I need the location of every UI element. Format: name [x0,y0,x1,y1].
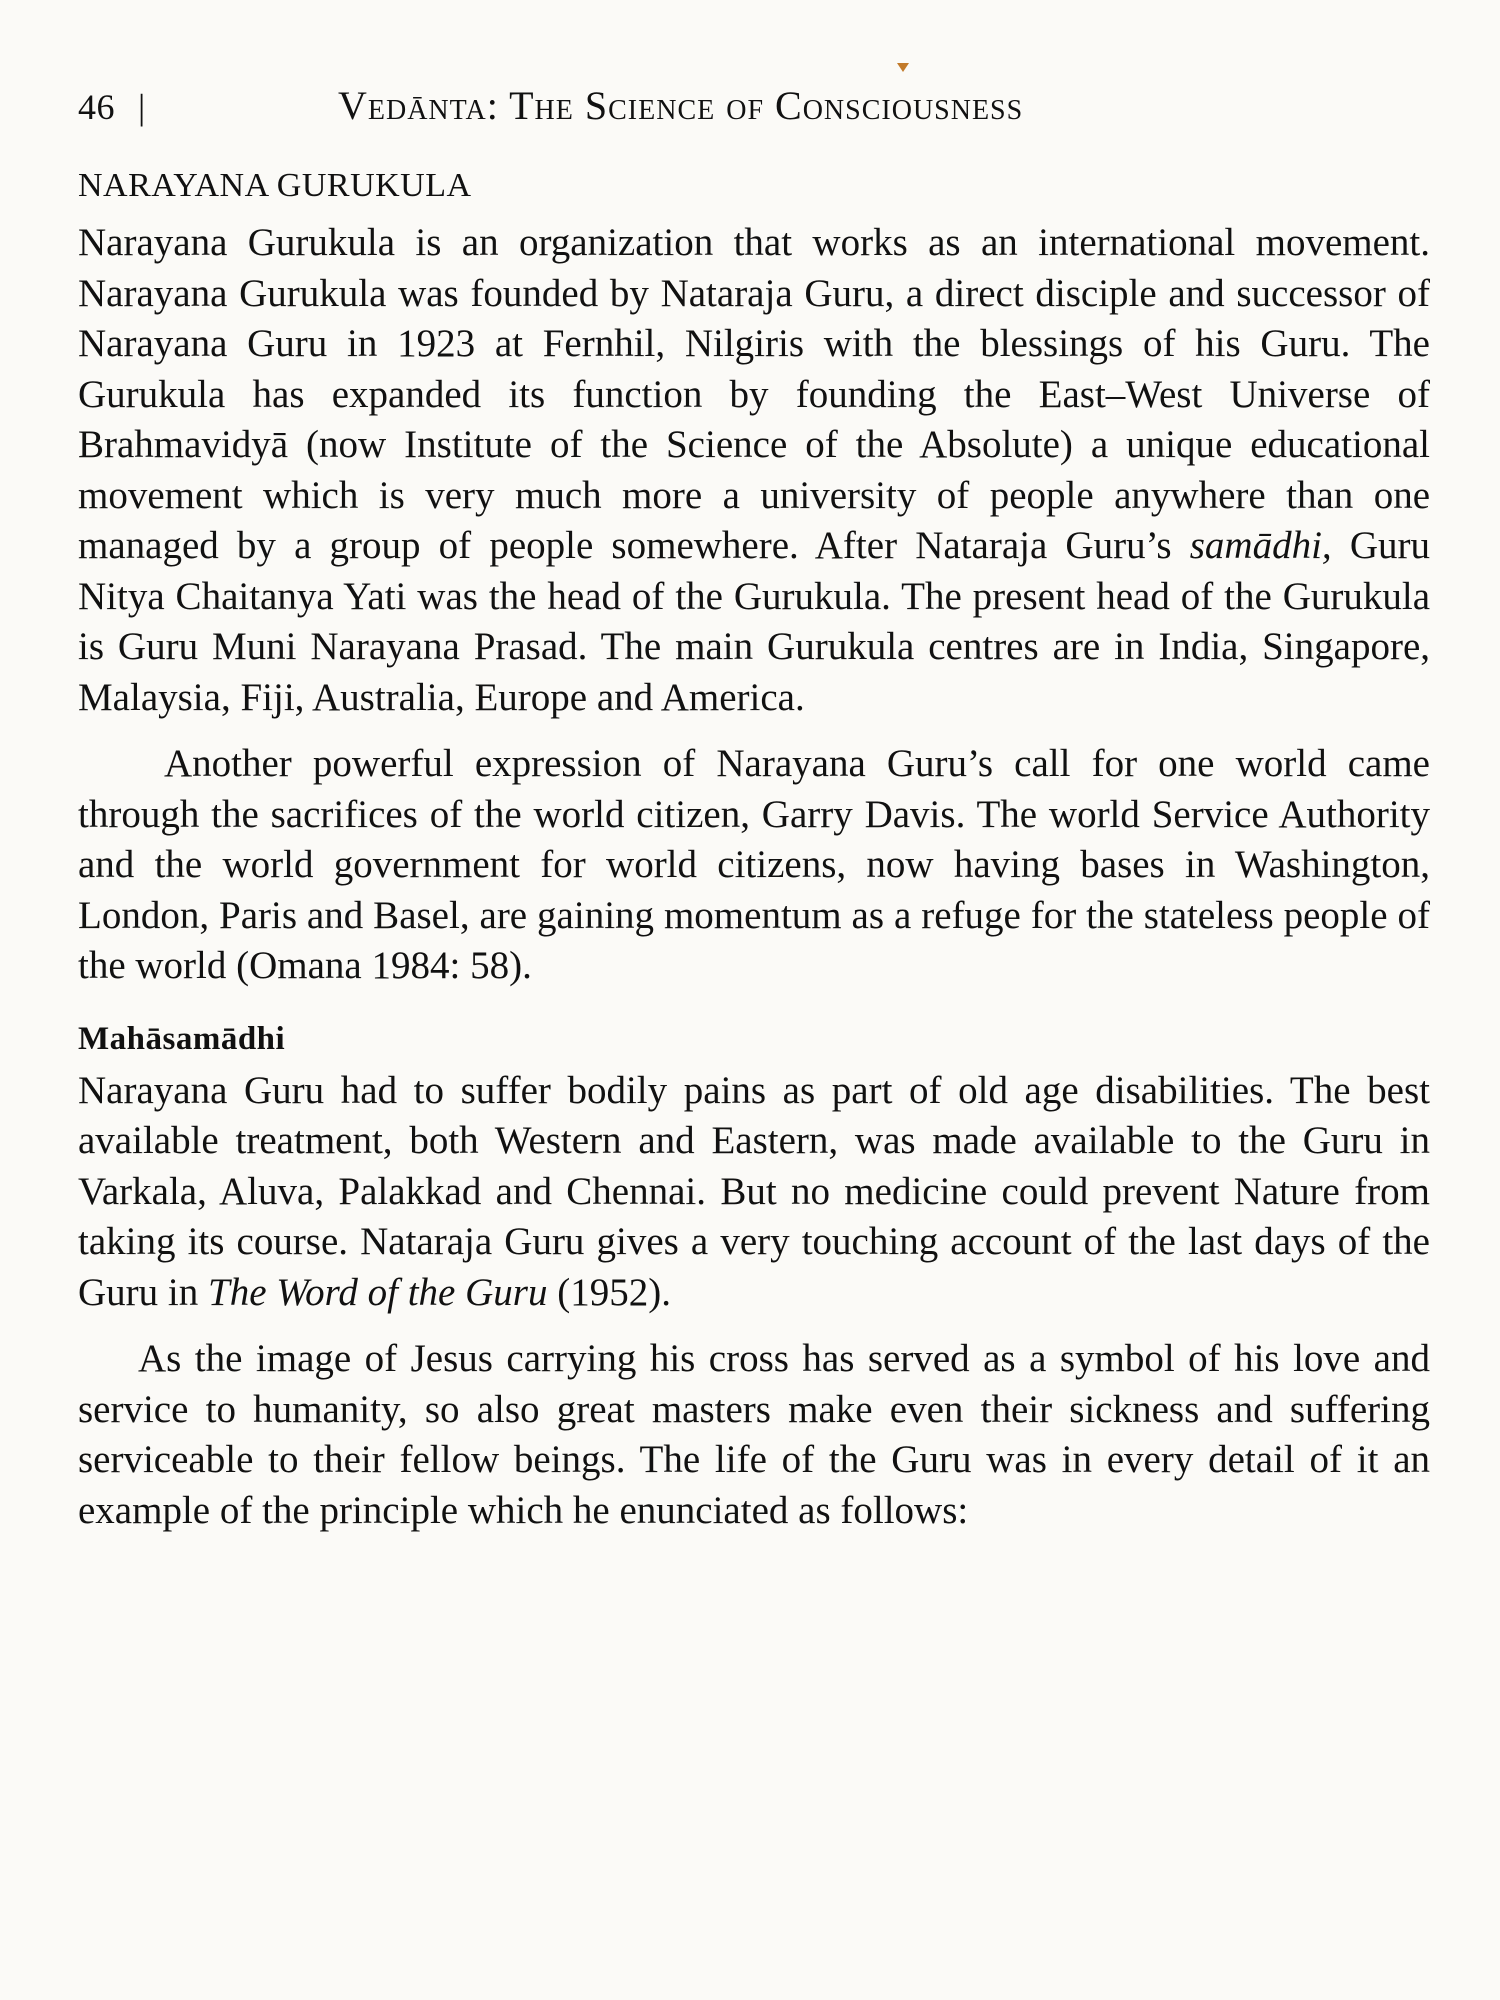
paragraph-jesus-cross: As the image of Jesus carrying his cross has served as a symbol of his love and service to humanity, so also great masters make even their sickness and suffering serviceable to their fellow beings. The life of the Guru was in every detail of it an example of the principle which he enunciated as follows: [78,1337,1430,1532]
section-heading-mahasamadhi: Mahāsamādhi [78,1020,286,1057]
italic-term: samādhi, [1189,524,1332,567]
text-run: Narayana Guru had to suffer bodily pains as part of old age disabilities. The best available treatment, both Western and Eastern, was made available to the Guru in Varkala, Aluva, Palakkad and Chennai. But no medicine could prevent Nature from taking its course. Nataraja Guru gives a very touching account of the last days of the Guru in [78,1068,1430,1314]
running-header [78,82,1430,142]
page-number: 46 [78,87,115,127]
text-run: Narayana Gurukula is an organization that works as an international movement. Narayana Gurukula was founded by Nataraja Guru, a direct disciple and successor of Narayana Guru in 1923 at Fernhil, Nilgiris with the blessings of his Guru. The Gurukula has expanded its function by founding the East–West Universe of Brahmavidyā (now Institute of the Science of the Absolute) a unique educational movement which is very much more a university of people anywhere than one managed by a group of people somewhere. After Nataraja Guru’s [78,221,1430,567]
section-heading-narayana-gurukula: NARAYANA GURUKULA [78,167,472,204]
text-run: Guru Nitya Chaitanya Yati was the head of the Gurukula. The present head of the Gurukula is Guru Muni Narayana Prasad. The main Gurukula centres are in India, Singapore, Malaysia, Fiji, Australia, Europe and America. [78,524,1430,719]
header-separator: | [138,87,146,127]
running-title: Vedānta: The Science of Consciousness [338,83,1024,128]
text-run: (1952). [547,1270,671,1314]
paragraph-gurukula-intro [78,218,1430,723]
printer-mark-icon [897,63,909,72]
paragraph-garry-davis: Another powerful expression of Narayana Guru’s call for one world came through the sacrifices of the world citizen, Garry Davis. The world Service Authority and the world government for world citizens, now having bases in Washington, London, Paris and Basel, are gaining momentum as a refuge for the stateless people of the world (Omana 1984: 58). [78,742,1430,987]
paragraph-bodily-pains [78,1066,1430,1319]
italic-book-title: The Word of the Guru [208,1270,548,1314]
